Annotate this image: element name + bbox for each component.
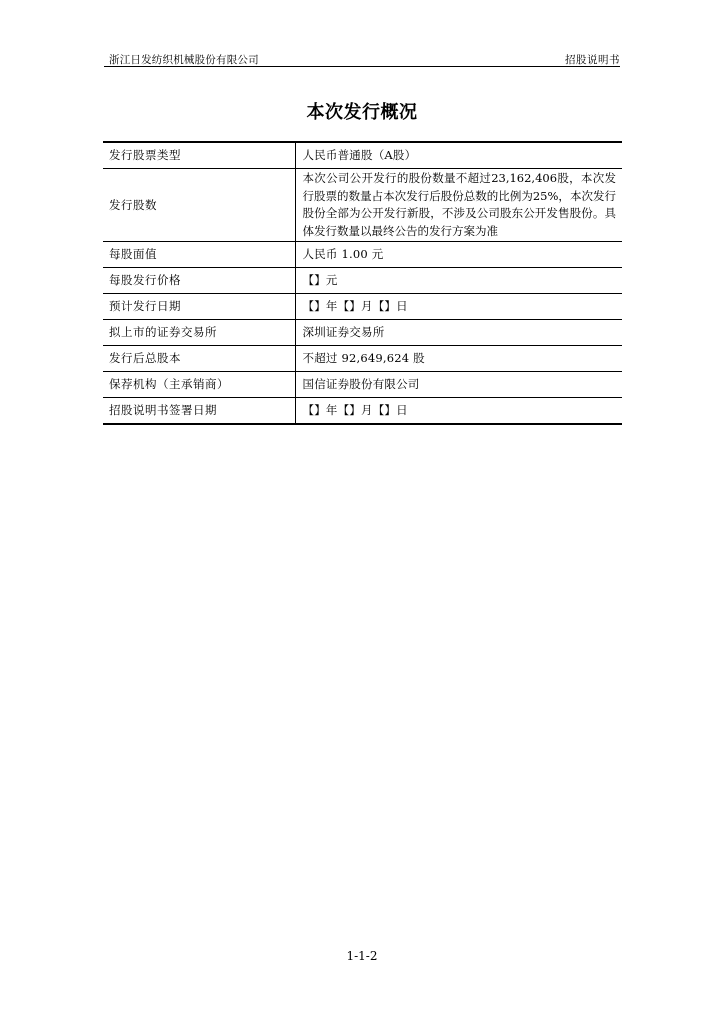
row-label-par-value: 每股面值 — [103, 242, 295, 268]
table-row — [103, 294, 622, 320]
table-row — [103, 242, 622, 268]
row-label-signing-date: 招股说明书签署日期 — [103, 398, 295, 425]
row-label-issue-price: 每股发行价格 — [103, 268, 295, 294]
page-number: 1-1-2 — [346, 949, 378, 963]
row-label-shares-issued: 发行股数 — [103, 169, 295, 242]
row-value-exchange: 深圳证券交易所 — [295, 320, 622, 346]
row-value-par-value: 人民币 1.00 元 — [295, 242, 622, 268]
row-value-shares-issued: 本次公司公开发行的股份数量不超过23,162,406股，本次发行股票的数量占本次发行后股份总数的比例为25%，本次发行股份全部为公开发行新股，不涉及公司股东公开发售股份。具体发行数量以最终公告的发行方案为准 — [295, 169, 622, 242]
row-label-sponsor: 保荐机构（主承销商） — [103, 372, 295, 398]
row-value-share-type: 人民币普通股（A股） — [295, 142, 622, 169]
table-row — [103, 346, 622, 372]
header-company-name: 浙江日发纺织机械股份有限公司 — [109, 54, 259, 66]
row-label-total-shares: 发行后总股本 — [103, 346, 295, 372]
table-row — [103, 268, 622, 294]
table-row — [103, 320, 622, 346]
page-title: 本次发行概况 — [306, 102, 418, 123]
row-value-issue-price: 【】元 — [295, 268, 622, 294]
header-document-type: 招股说明书 — [565, 54, 620, 66]
row-value-issue-date: 【】年【】月【】日 — [295, 294, 622, 320]
table-row — [103, 398, 622, 425]
row-value-signing-date: 【】年【】月【】日 — [302, 403, 408, 417]
row-value-total-shares: 不超过 92,649,624 股 — [295, 346, 622, 372]
table-row — [103, 169, 622, 242]
table-row — [103, 372, 622, 398]
row-label-share-type: 发行股票类型 — [103, 142, 295, 169]
row-label-exchange: 拟上市的证券交易所 — [103, 320, 295, 346]
header-divider — [104, 66, 620, 67]
table-row — [103, 142, 622, 169]
offering-summary-table — [103, 141, 622, 425]
row-label-issue-date: 预计发行日期 — [103, 294, 295, 320]
row-value-sponsor: 国信证券股份有限公司 — [295, 372, 622, 398]
